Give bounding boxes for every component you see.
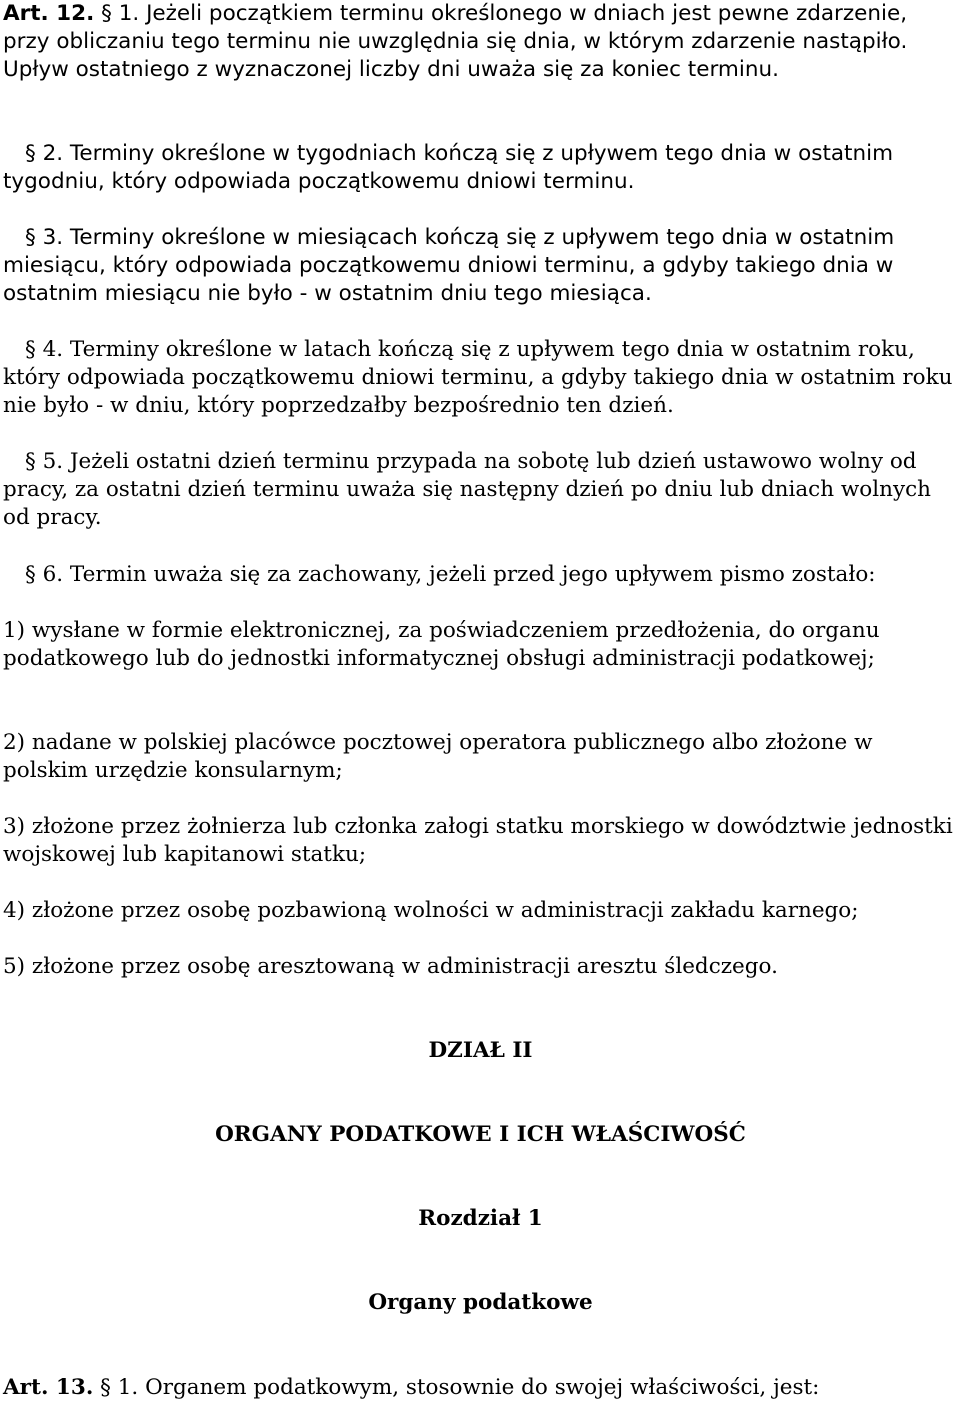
dzial-title: ORGANY PODATKOWE I ICH WŁAŚCIWOŚĆ	[215, 1122, 746, 1147]
list-item: 2) nadane w polskiej placówce pocztowej operatora publicznego albo złożone w polskim urzędzie konsularnym;	[3, 730, 873, 783]
art12-paragraph-3: § 3. Terminy określone w miesiącach kończą się z upływem tego dnia w ostatnim miesiącu, który odpowiada początkowemu dniowi terminu, a gdyby takiego dnia w ostatnim miesiącu nie było - w ostatnim dniu tego miesiąca.	[3, 225, 895, 306]
art13-p1-text: § 1. Organem podatkowym, stosownie do swojej właściwości, jest:	[100, 1375, 820, 1400]
art12-paragraph-5: § 5. Jeżeli ostatni dzień terminu przypada na sobotę lub dzień ustawowo wolny od pracy, za ostatni dzień terminu uważa się następny dzień po dniu lub dniach wolnych od pracy.	[3, 449, 931, 530]
art12-p1-text: Jeżeli początkiem terminu określonego w dniach jest pewne zdarzenie, przy obliczaniu tego terminu nie uwzględnia się dnia, w którym zdarzenie nastąpiło. Upływ ostatniego z wyznaczonej liczby dni uważa się za koniec terminu.	[3, 1, 908, 82]
art13-paragraph-1	[3, 1374, 958, 1402]
dzial-heading: DZIAŁ II	[428, 1038, 533, 1063]
art12-paragraph-6: § 6. Termin uważa się za zachowany, jeżeli przed jego upływem pismo zostało:	[25, 562, 876, 587]
list-item: 5) złożone przez osobę aresztowaną w administracji aresztu śledczego.	[3, 954, 778, 979]
art13-label: Art. 13.	[3, 1375, 94, 1400]
art12-p1-number: § 1.	[101, 1, 140, 26]
list-item: 4) złożone przez osobę pozbawioną wolności w administracji zakładu karnego;	[3, 898, 859, 923]
art12-paragraph-2: § 2. Terminy określone w tygodniach kończą się z upływem tego dnia w ostatnim tygodniu, który odpowiada początkowemu dniowi terminu.	[3, 141, 894, 194]
list-item: 1) wysłane w formie elektronicznej, za poświadczeniem przedłożenia, do organu podatkowego lub do jednostki informatycznej obsługi administracji podatkowej;	[3, 618, 880, 671]
art12-paragraph-1	[3, 0, 958, 84]
list-item: 3) złożone przez żołnierza lub członka załogi statku morskiego w dowództwie jednostki wojskowej lub kapitanowi statku;	[3, 814, 953, 867]
art12-label: Art. 12.	[3, 1, 95, 26]
rozdzial-heading: Rozdział 1	[418, 1206, 543, 1231]
art12-paragraph-4: § 4. Terminy określone w latach kończą się z upływem tego dnia w ostatnim roku, który odpowiada początkowemu dniowi terminu, a gdyby takiego dnia w ostatnim roku nie było - w dniu, który poprzedzałby bezpośrednio ten dzień.	[3, 337, 953, 418]
rozdzial-title: Organy podatkowe	[368, 1290, 593, 1315]
